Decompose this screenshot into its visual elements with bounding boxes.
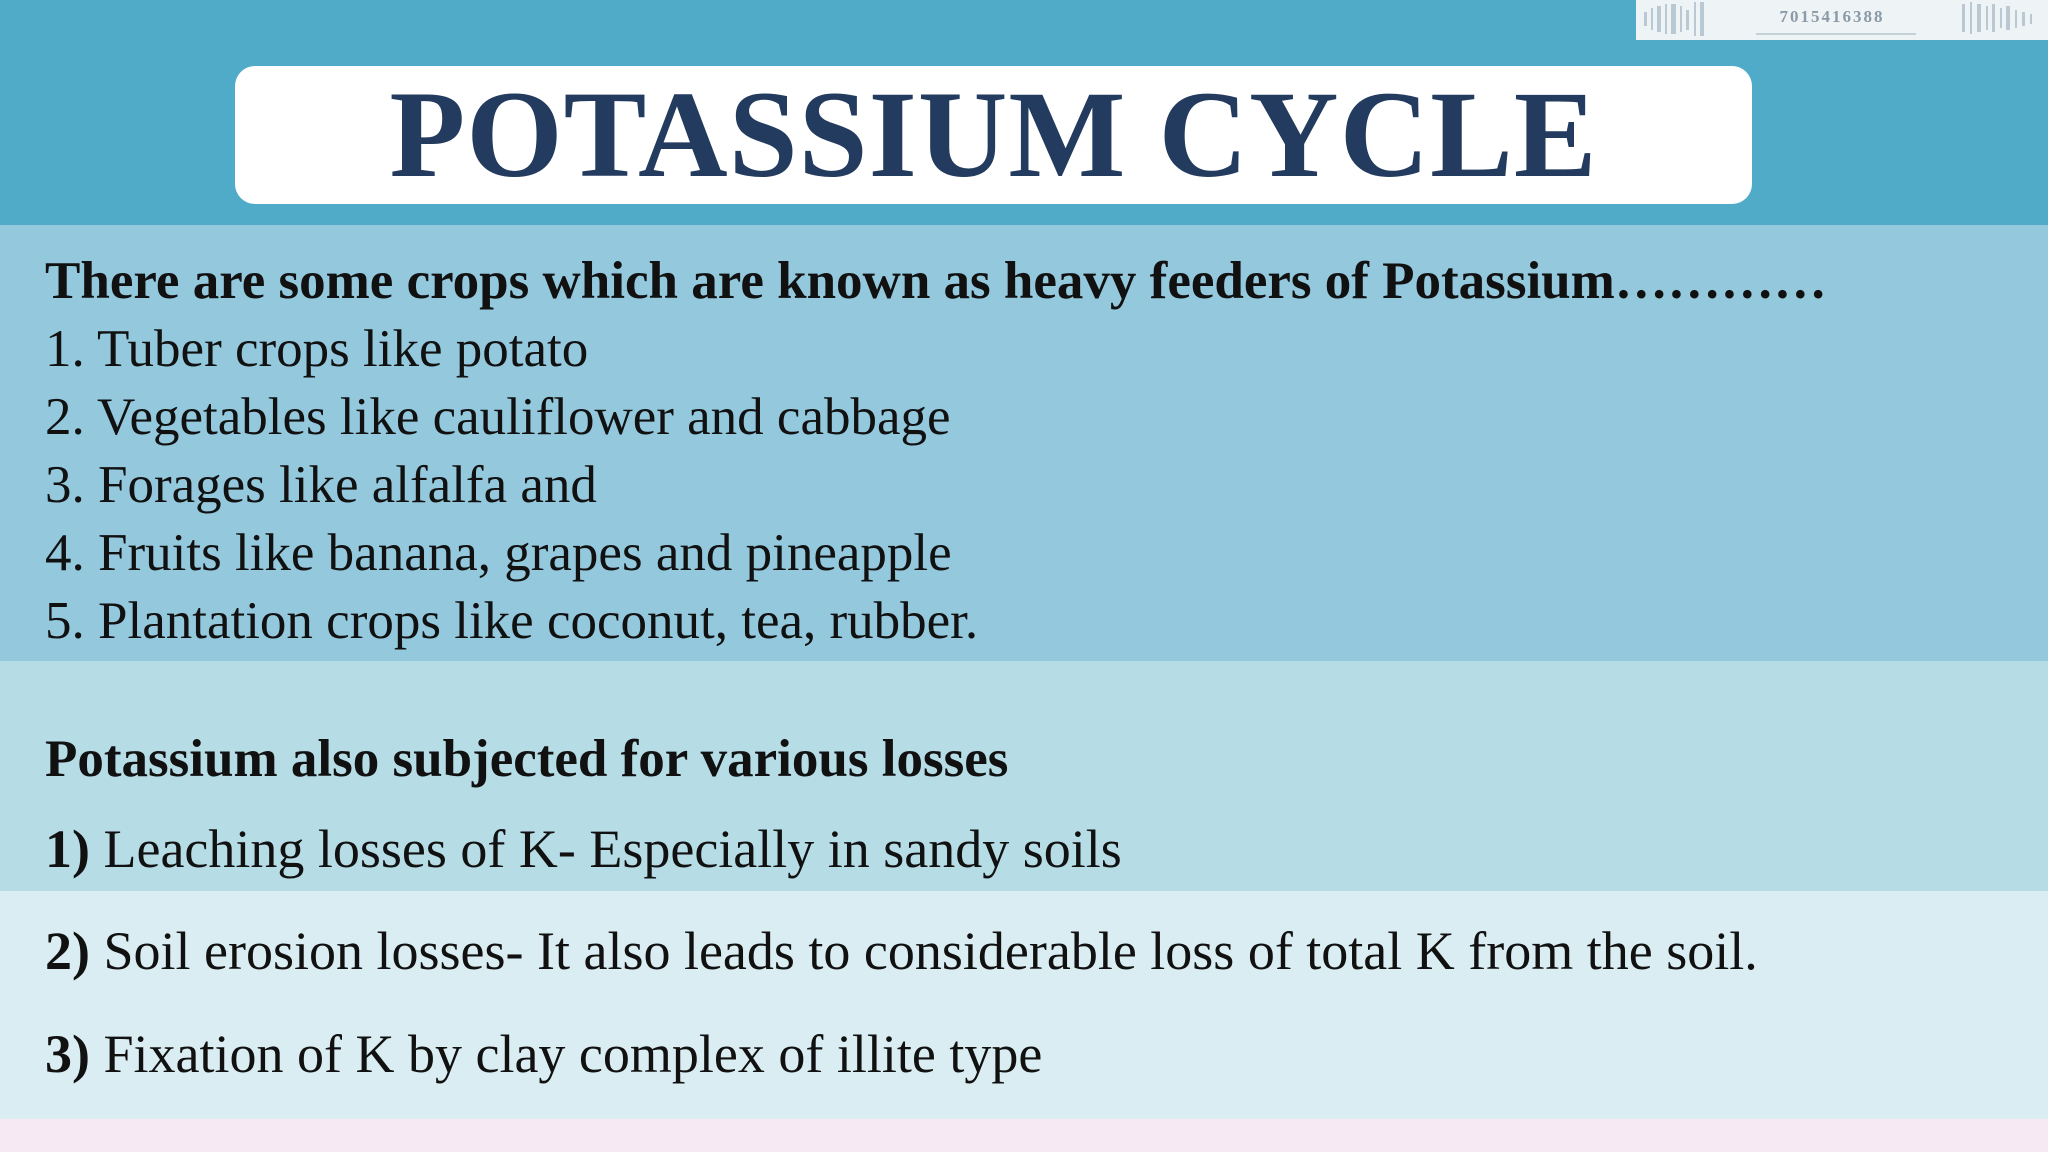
loss-number: 2) [45,921,90,981]
loss-text: Fixation of K by clay complex of illite type [89,1024,1043,1084]
loss-text: Leaching losses of K- Especially in sandy soils [89,819,1122,879]
loss-item-fixation [45,1024,1043,1084]
loss-number: 1) [45,819,90,879]
feeder-item-tuber: 1. Tuber crops like potato [45,320,589,378]
watermark-number: 7015416388 [1779,7,1885,26]
feeder-item-vegetables: 2. Vegetables like cauliflower and cabbage [45,388,951,446]
barcode-watermark [1636,0,2048,40]
feeder-item-plantation: 5. Plantation crops like coconut, tea, rubber. [45,592,979,650]
loss-text: Soil erosion losses- It also leads to considerable loss of total K from the soil. [89,921,1758,981]
footer-band [0,1119,2048,1152]
loss-item-erosion [45,921,1758,981]
losses-heading: Potassium also subjected for various losses [45,730,1009,788]
page-title: POTASSIUM CYCLE [389,66,1598,203]
loss-number: 3) [45,1024,90,1084]
loss-item-leaching [45,819,1122,879]
feeder-item-forages: 3. Forages like alfalfa and [45,456,597,514]
feeders-heading: There are some crops which are known as heavy feeders of Potassium………… [45,252,1827,310]
title-box [235,66,1752,204]
feeder-item-fruits: 4. Fruits like banana, grapes and pineapple [45,524,952,582]
